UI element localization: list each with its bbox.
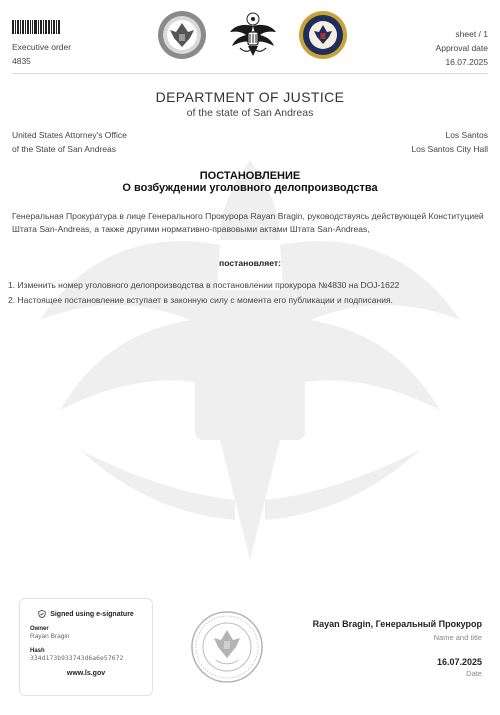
owner-value: Rayan Bragin	[30, 633, 70, 640]
order-number: 4835	[12, 56, 31, 66]
order-label: Executive order	[12, 42, 72, 52]
preamble-text: Генеральная Прокуратура в лице Генерального Прокурора Rayan Bragin, руководствуясь действующей Конституцией Штата San-Andreas, а также другими нормативно-правовыми актами Штата San-Andreas,	[12, 211, 484, 234]
office-line-2: of the State of San Andreas	[12, 144, 116, 154]
signature-date-label: Date	[466, 669, 482, 678]
office-address-left	[12, 128, 127, 156]
doj-stamp-icon	[190, 610, 264, 684]
barcode-icon	[12, 20, 60, 34]
doj-seal-icon	[298, 10, 348, 60]
hash-value: 334d173b933743d6a6e57672	[30, 655, 124, 662]
signer-name-label: Name and title	[433, 633, 482, 642]
site-link[interactable]: www.ls.gov	[66, 670, 106, 677]
sheet-number: sheet / 1	[455, 29, 488, 39]
city-line-1: Los Santos	[445, 130, 488, 140]
dhs-seal-icon	[157, 10, 207, 60]
eagle-emblem-icon	[228, 10, 278, 60]
list-item: 2. Настоящее постановление вступает в законную силу с момента его публикации и подписания.	[8, 294, 393, 305]
header-divider	[12, 73, 488, 74]
document-type: ПОСТАНОВЛЕНИЕ	[199, 170, 301, 182]
esignature-header	[30, 610, 142, 618]
department-subtitle: of the state of San Andreas	[186, 107, 314, 119]
sheet-info	[436, 27, 488, 69]
approval-label: Approval date	[435, 43, 488, 53]
city-line-2: Los Santos City Hall	[411, 144, 488, 154]
resolution-items	[8, 278, 488, 307]
order-info	[12, 40, 71, 68]
approval-date: 16.07.2025	[445, 57, 488, 67]
owner-label: Owner	[30, 626, 49, 632]
esignature-title: Signed using e-signature	[50, 610, 134, 618]
signer-name: Rayan Bragin, Генеральный Прокурор	[312, 619, 482, 629]
office-address-right	[411, 128, 488, 156]
signature-date: 16.07.2025	[436, 657, 482, 667]
list-item: 1. Изменить номер уголовного делопроизводства в постановлении прокурора №4830 на DOJ-1622	[8, 280, 400, 290]
shield-check-icon	[38, 610, 46, 618]
department-title: DEPARTMENT OF JUSTICE	[155, 89, 345, 105]
hash-label: Hash	[30, 648, 45, 654]
document-subject: О возбуждении уголовного делопроизводства	[122, 182, 378, 194]
esignature-card	[19, 598, 153, 696]
resolves-heading: постановляет:	[219, 258, 281, 268]
office-line-1: United States Attorney's Office	[12, 130, 127, 140]
